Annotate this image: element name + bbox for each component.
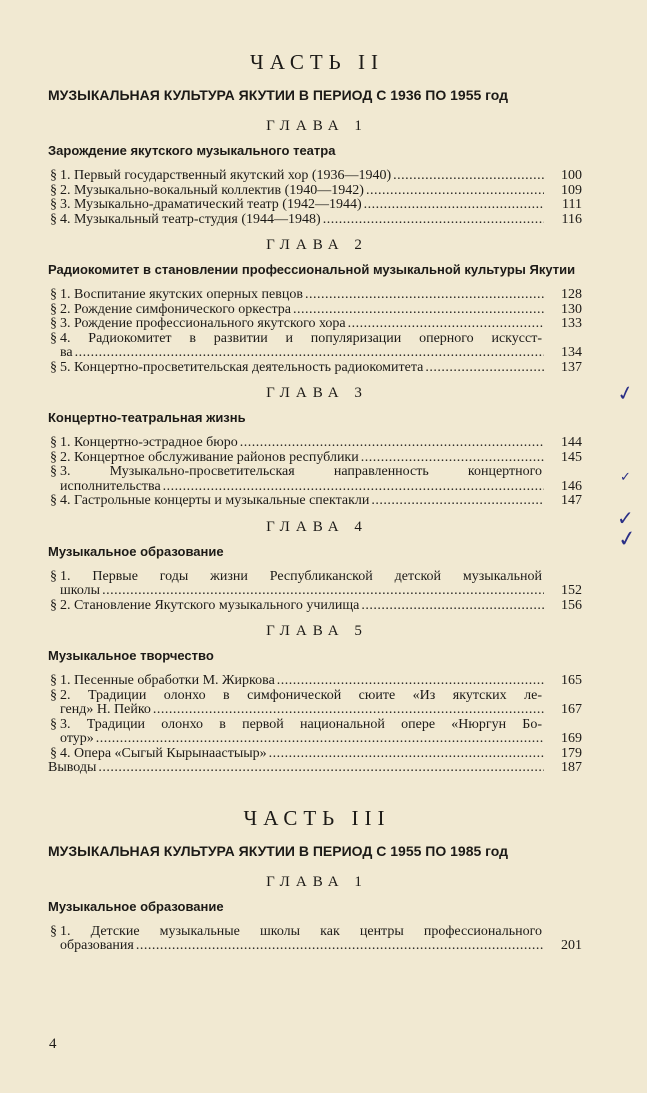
toc-entry[interactable] xyxy=(48,494,586,509)
entry-page: 167 xyxy=(561,702,582,717)
entry-text: Выводы xyxy=(48,760,97,775)
entry-text: 3. Рождение профессионального якутского хора xyxy=(60,316,346,331)
chapter-items xyxy=(48,925,586,954)
entry-page: 152 xyxy=(561,583,582,598)
part-title: ЧАСТЬ III xyxy=(243,805,391,830)
chapter-heading: ГЛАВА 3 xyxy=(266,385,368,401)
entry-page: 133 xyxy=(561,316,582,331)
entry-page: 147 xyxy=(561,493,582,508)
entry-text: ва xyxy=(60,345,73,360)
entry-page: 137 xyxy=(561,359,582,375)
toc-entry[interactable] xyxy=(48,317,586,332)
section-sign: § xyxy=(50,182,57,198)
toc-entry[interactable] xyxy=(48,570,586,599)
chapter-items xyxy=(48,570,586,614)
entry-text: 4. Опера «Сыгый Кырынаастыыр» xyxy=(60,745,267,761)
entry-page: 130 xyxy=(561,301,582,317)
pen-check-mark: ✓ xyxy=(617,506,634,530)
part-subtitle: МУЗЫКАЛЬНАЯ КУЛЬТУРА ЯКУТИИ В ПЕРИОД С 1955 ПО 1985 год xyxy=(48,842,509,859)
table-of-contents xyxy=(48,50,586,964)
entry-text: 1. Концертно-эстрадное бюро xyxy=(60,435,238,450)
toc-entry[interactable] xyxy=(48,303,586,318)
entry-page: 134 xyxy=(561,345,582,360)
toc-entry[interactable] xyxy=(48,213,586,228)
section-sign: § xyxy=(50,287,57,302)
section-sign: § xyxy=(50,464,57,479)
section-sign: § xyxy=(50,316,57,331)
entry-text: школы xyxy=(60,583,101,598)
toc-entry[interactable] xyxy=(48,674,586,689)
chapter-title: Концертно-театральная жизнь xyxy=(48,410,246,425)
toc-entry[interactable] xyxy=(48,169,586,184)
entry-page: 179 xyxy=(561,745,582,761)
chapter-items xyxy=(48,169,586,227)
entry-text: 1. Первый государственный якутский хор (1936—1940) xyxy=(60,168,392,183)
entry-page: 146 xyxy=(561,478,582,494)
toc-entry[interactable] xyxy=(48,747,586,762)
entry-text: генд» Н. Пейко xyxy=(60,702,151,717)
pen-check-mark: ✓ xyxy=(620,470,631,485)
entry-text: 2. Рождение симфонического оркестра xyxy=(60,301,291,317)
entry-text-first-line: 1. Первые годы жизни Республиканской детской музыкальной xyxy=(60,568,542,584)
entry-page: 128 xyxy=(561,287,582,302)
toc-entry[interactable] xyxy=(48,184,586,199)
chapter-title: Зарождение якутского музыкального театра xyxy=(48,143,336,158)
entry-page: 187 xyxy=(561,760,582,775)
section-sign: § xyxy=(50,449,57,465)
part-title: ЧАСТЬ II xyxy=(250,50,384,74)
entry-text: 5. Концертно-просветительская деятельность радиокомитета xyxy=(60,359,424,375)
entry-page: 156 xyxy=(561,597,582,613)
entry-text: 2. Концертное обслуживание районов республики xyxy=(60,449,359,465)
pen-check-mark: ✓ xyxy=(614,379,637,407)
entry-text-first-line: 2. Традиции олонхо в симфонической сюите «Из якутских ле- xyxy=(60,687,542,703)
entry-text-first-line: 3. Музыкально-просветительская направленность концертного xyxy=(60,464,542,479)
toc-entry[interactable] xyxy=(48,361,586,376)
entry-text: 1. Воспитание якутских оперных певцов xyxy=(60,287,303,302)
entry-page: 144 xyxy=(561,435,582,450)
section-sign: § xyxy=(50,568,57,584)
toc-entry[interactable] xyxy=(48,925,586,954)
entry-text: 4. Гастрольные концерты и музыкальные спектакли xyxy=(60,493,370,508)
chapter-title: Радиокомитет в становлении профессиональной музыкальной культуры Якутии xyxy=(48,262,576,277)
section-sign: § xyxy=(50,197,57,212)
section-sign: § xyxy=(50,435,57,450)
chapter-title: Музыкальное образование xyxy=(48,543,224,559)
chapter-title: Музыкальное творчество xyxy=(48,648,214,663)
part-subtitle: МУЗЫКАЛЬНАЯ КУЛЬТУРА ЯКУТИИ В ПЕРИОД С 1936 ПО 1955 год xyxy=(48,87,509,103)
chapter-title: Музыкальное образование xyxy=(48,898,224,914)
entry-text-first-line: 4. Радиокомитет в развитии и популяризации оперного искусст- xyxy=(60,330,542,346)
section-sign: § xyxy=(50,359,57,375)
entry-text-first-line: 1. Детские музыкальные школы как центры профессионального xyxy=(60,923,542,939)
section-sign: § xyxy=(50,168,57,183)
toc-entry[interactable] xyxy=(48,198,586,213)
entry-page: 109 xyxy=(561,182,582,198)
toc-entry[interactable] xyxy=(48,436,586,451)
section-sign: § xyxy=(50,673,57,688)
pen-check-mark: ✓ xyxy=(616,525,639,554)
section-sign: § xyxy=(50,211,57,227)
entry-page: 111 xyxy=(562,197,582,212)
section-sign: § xyxy=(50,687,57,703)
entry-page: 145 xyxy=(561,449,582,465)
entry-page: 201 xyxy=(561,938,582,953)
section-sign: § xyxy=(50,716,57,732)
entry-text: исполнительства xyxy=(60,478,161,494)
entry-page: 169 xyxy=(561,731,582,746)
toc-entry[interactable] xyxy=(48,288,586,303)
chapter-heading: ГЛАВА 4 xyxy=(266,518,368,535)
chapter-items xyxy=(48,288,586,375)
chapter-heading: ГЛАВА 1 xyxy=(266,873,368,890)
entry-page: 116 xyxy=(561,211,582,227)
page-number: 4 xyxy=(49,1036,57,1052)
toc-entry[interactable] xyxy=(48,465,586,494)
toc-entry[interactable] xyxy=(48,689,586,718)
toc-entry[interactable] xyxy=(48,451,586,466)
toc-entry[interactable] xyxy=(48,718,586,747)
entry-text: образования xyxy=(60,938,134,953)
entry-text: 2. Музыкально-вокальный коллектив (1940—1942) xyxy=(60,182,364,198)
section-sign: § xyxy=(50,597,57,613)
section-sign: § xyxy=(50,493,57,508)
section-sign: § xyxy=(50,301,57,317)
entry-text-first-line: 3. Традиции олонхо в первой национальной опере «Нюргун Бо- xyxy=(60,716,542,732)
chapter-items xyxy=(48,674,586,776)
entry-page: 165 xyxy=(561,673,582,688)
entry-text: 2. Становление Якутского музыкального училища xyxy=(60,597,360,613)
chapter-heading: ГЛАВА 2 xyxy=(266,237,368,253)
toc-entry-conclusions[interactable] xyxy=(48,761,586,776)
entry-text: отур» xyxy=(60,731,94,746)
section-sign: § xyxy=(50,923,57,939)
chapter-heading: ГЛАВА 1 xyxy=(266,118,368,134)
section-sign: § xyxy=(50,330,57,346)
toc-entry[interactable] xyxy=(48,332,586,361)
chapter-heading: ГЛАВА 5 xyxy=(266,623,368,639)
entry-text: 1. Песенные обработки М. Жиркова xyxy=(60,673,275,688)
entry-text: 4. Музыкальный театр-студия (1944—1948) xyxy=(60,211,321,227)
entry-text: 3. Музыкально-драматический театр (1942—1944) xyxy=(60,197,362,212)
chapter-items xyxy=(48,436,586,509)
entry-page: 100 xyxy=(561,168,582,183)
section-sign: § xyxy=(50,745,57,761)
toc-entry[interactable] xyxy=(48,599,586,614)
